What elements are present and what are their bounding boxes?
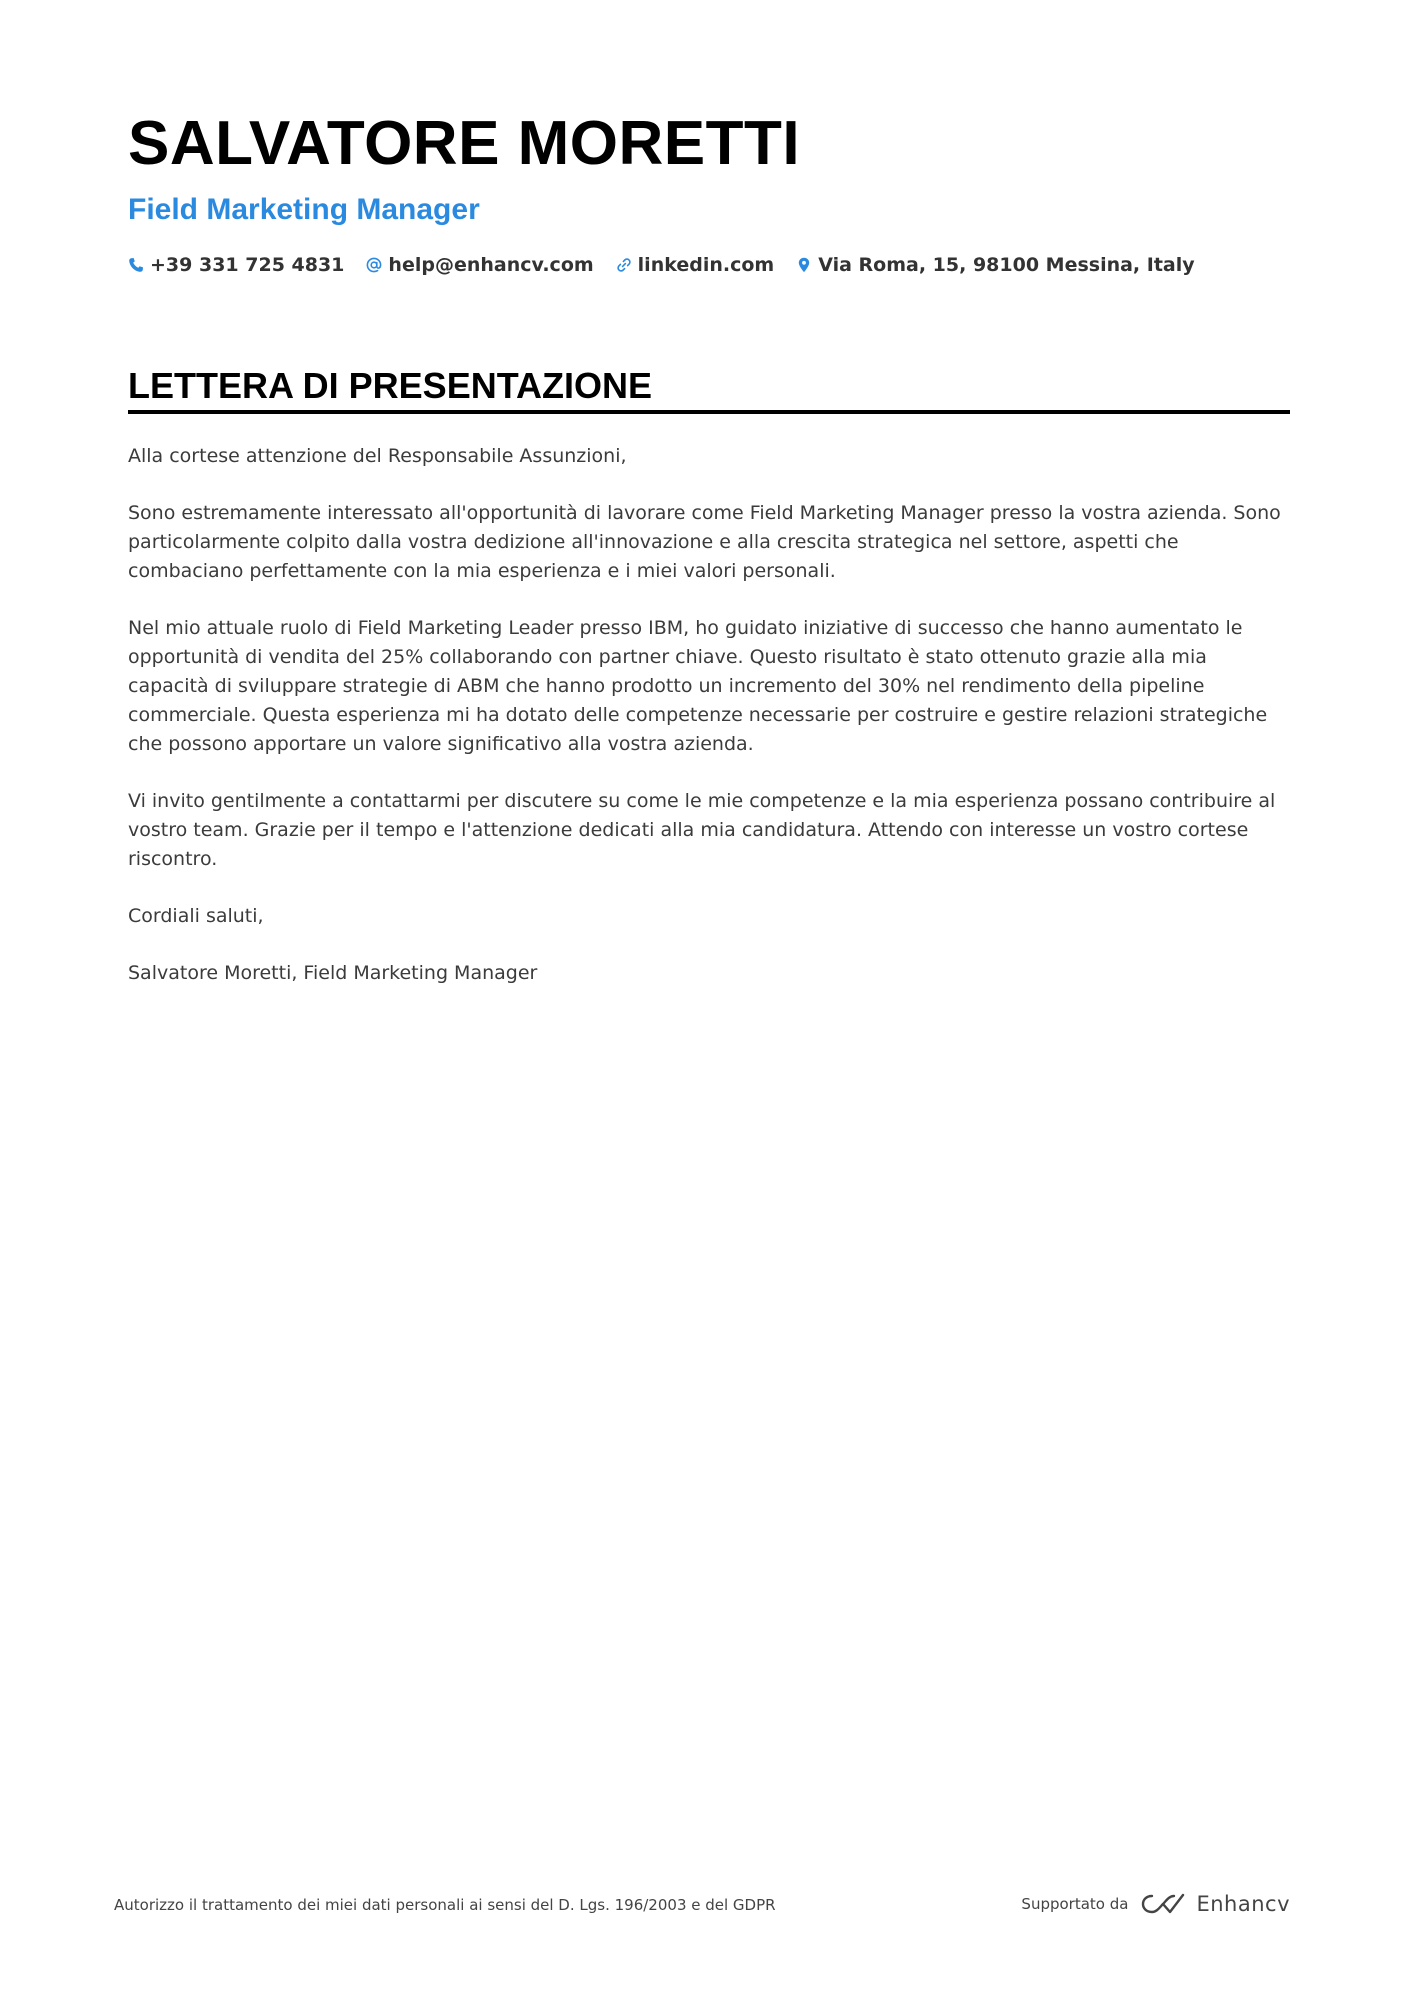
letter-paragraph: Vi invito gentilmente a contattarmi per discutere su come le mie competenze e la mia esperienza possano contribuire al vostro team. Grazie per il tempo e l'attenzione dedicati alla mia candidatura. Attendo con interesse un vostro cortese riscontro.: [128, 790, 1276, 870]
contact-bar: [128, 254, 1195, 276]
section-divider: [128, 410, 1290, 414]
letter-body: [128, 442, 1290, 1016]
contact-phone-text: +39 331 725 4831: [150, 254, 345, 276]
contact-address: [796, 254, 1194, 276]
powered-by: [1021, 1891, 1290, 1917]
contact-email-text: help@enhancv.com: [388, 254, 594, 276]
at-icon: [366, 257, 382, 273]
contact-linkedin[interactable]: [616, 254, 775, 276]
phone-icon: [128, 257, 144, 273]
letter-salutation: Alla cortese attenzione del Responsabile Assunzioni,: [128, 445, 627, 467]
location-pin-icon: [796, 257, 812, 273]
section-title: LETTERA DI PRESENTAZIONE: [128, 365, 653, 406]
letter-paragraph: Sono estremamente interessato all'opportunità di lavorare come Field Marketing Manager presso la vostra azienda. Sono particolarmente colpito dalla vostra dedizione all'innovazione e alla crescita strategica nel settore, aspetti che combaciano perfettamente con la mia esperienza e i miei valori personali.: [128, 502, 1281, 582]
letter-paragraph: Nel mio attuale ruolo di Field Marketing Leader presso IBM, ho guidato iniziative di successo che hanno aumentato le opportunità di vendita del 25% collaborando con partner chiave. Questo risultato è stato ottenuto grazie alla mia capacità di sviluppare strategie di ABM che hanno prodotto un incremento del 30% nel rendimento della pipeline commerciale. Questa esperienza mi ha dotato delle competenze necessarie per costruire e gestire relazioni strategiche che possono apportare un valore significativo alla vostra azienda.: [128, 617, 1268, 755]
contact-address-text: Via Roma, 15, 98100 Messina, Italy: [818, 254, 1195, 276]
enhancv-brand-name: Enhancv: [1196, 1892, 1290, 1916]
enhancv-logo-icon: [1140, 1891, 1186, 1917]
contact-phone[interactable]: [128, 254, 344, 276]
contact-email[interactable]: [366, 254, 593, 276]
link-icon: [616, 257, 632, 273]
powered-by-label: Supportato da: [1021, 1895, 1129, 1913]
letter-signature: Salvatore Moretti, Field Marketing Manager: [128, 962, 538, 984]
candidate-name: SALVATORE MORETTI: [128, 109, 801, 178]
enhancv-logo[interactable]: [1140, 1891, 1290, 1917]
privacy-consent: Autorizzo il trattamento dei miei dati personali ai sensi del D. Lgs. 196/2003 e del GDPR: [114, 1896, 776, 1914]
contact-linkedin-text: linkedin.com: [637, 254, 775, 276]
candidate-title: Field Marketing Manager: [128, 193, 480, 226]
letter-closing: Cordiali saluti,: [128, 905, 264, 927]
